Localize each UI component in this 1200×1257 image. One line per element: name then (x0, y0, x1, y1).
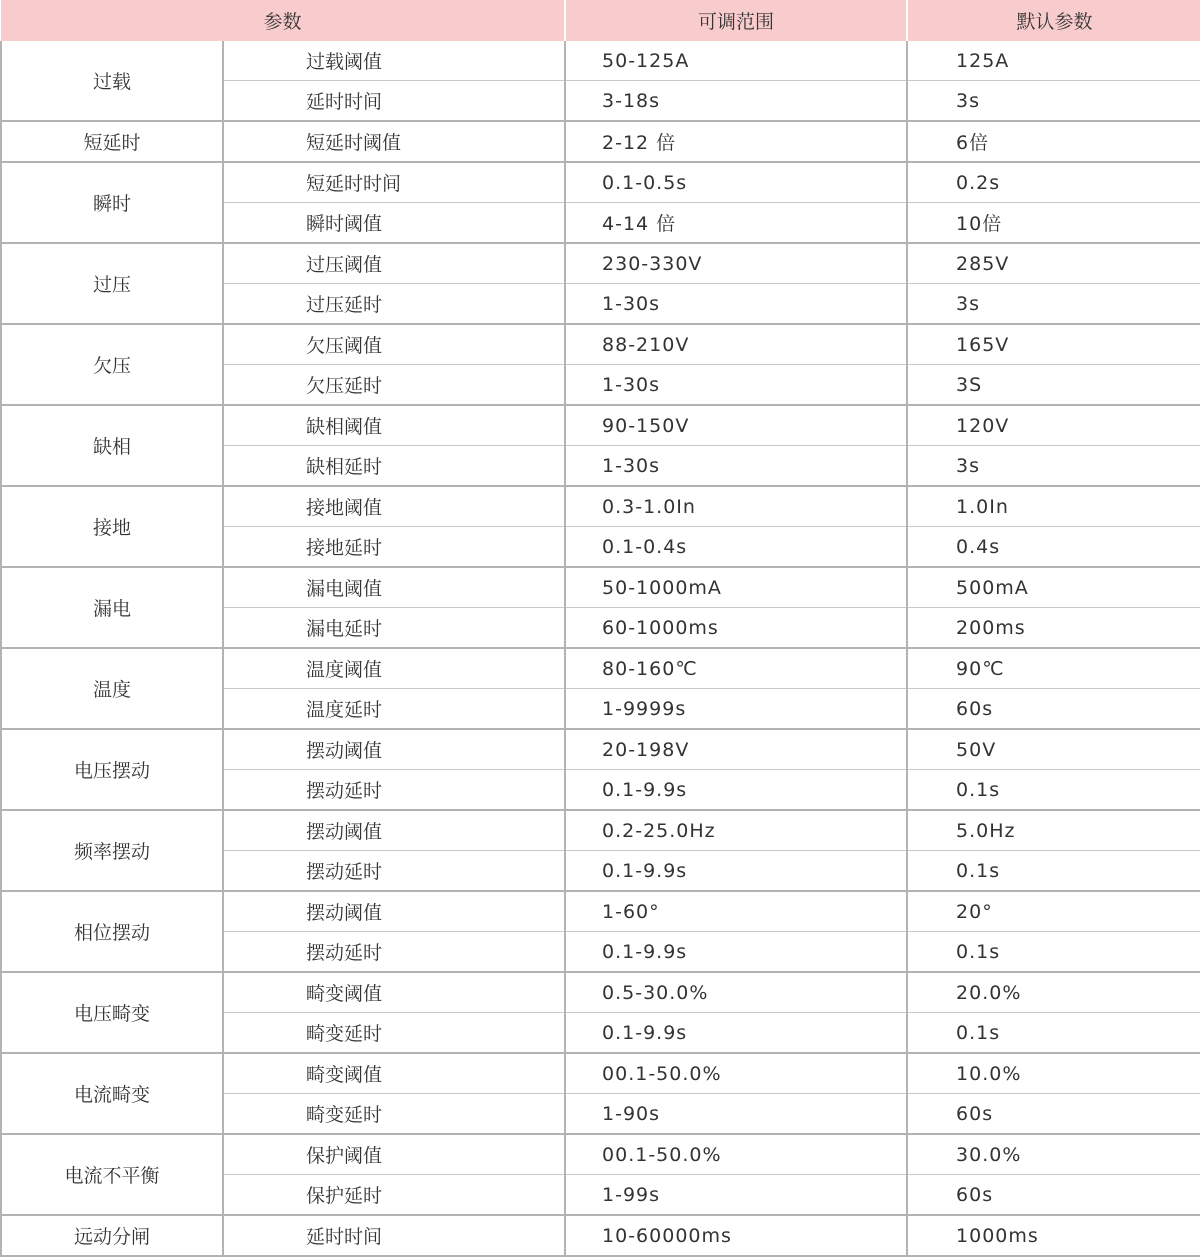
sub-param-cell: 漏电延时 (223, 608, 565, 649)
range-cell: 2-12 倍 (565, 121, 907, 162)
sub-param-cell: 温度阈值 (223, 648, 565, 689)
range-cell: 00.1-50.0% (565, 1134, 907, 1175)
sub-param-cell: 过压延时 (223, 284, 565, 325)
range-cell: 88-210V (565, 324, 907, 365)
category-cell: 远动分闸 (1, 1215, 223, 1256)
sub-param-cell: 保护延时 (223, 1175, 565, 1216)
table-row (1, 648, 1200, 689)
header-param: 参数 (1, 0, 565, 41)
header-range: 可调范围 (565, 0, 907, 41)
default-cell: 20.0% (907, 972, 1200, 1013)
default-cell: 20° (907, 891, 1200, 932)
sub-param-cell: 摆动延时 (223, 770, 565, 811)
category-cell: 电流畸变 (1, 1053, 223, 1134)
sub-param-cell: 畸变延时 (223, 1094, 565, 1135)
sub-param-cell: 保护阈值 (223, 1134, 565, 1175)
range-cell: 1-90s (565, 1094, 907, 1135)
default-cell: 1.0In (907, 486, 1200, 527)
range-cell: 0.1-9.9s (565, 1013, 907, 1054)
table-row (1, 486, 1200, 527)
table-row (1, 41, 1200, 81)
range-cell: 3-18s (565, 81, 907, 122)
default-cell: 60s (907, 1175, 1200, 1216)
range-cell: 1-30s (565, 446, 907, 487)
default-cell: 6倍 (907, 121, 1200, 162)
range-cell: 4-14 倍 (565, 203, 907, 244)
table-row (1, 324, 1200, 365)
default-cell: 60s (907, 689, 1200, 730)
table-row (1, 121, 1200, 162)
category-cell: 过压 (1, 243, 223, 324)
category-cell: 缺相 (1, 405, 223, 486)
table-row (1, 891, 1200, 932)
sub-param-cell: 漏电阈值 (223, 567, 565, 608)
category-cell: 短延时 (1, 121, 223, 162)
table-row (1, 972, 1200, 1013)
table-row (1, 405, 1200, 446)
default-cell: 0.2s (907, 162, 1200, 203)
sub-param-cell: 缺相阈值 (223, 405, 565, 446)
default-cell: 5.0Hz (907, 810, 1200, 851)
category-cell: 瞬时 (1, 162, 223, 243)
category-cell: 频率摆动 (1, 810, 223, 891)
range-cell: 50-1000mA (565, 567, 907, 608)
sub-param-cell: 畸变延时 (223, 1013, 565, 1054)
range-cell: 0.2-25.0Hz (565, 810, 907, 851)
default-cell: 3s (907, 446, 1200, 487)
default-cell: 30.0% (907, 1134, 1200, 1175)
range-cell: 00.1-50.0% (565, 1053, 907, 1094)
category-cell: 电流不平衡 (1, 1134, 223, 1215)
range-cell: 20-198V (565, 729, 907, 770)
range-cell: 1-9999s (565, 689, 907, 730)
range-cell: 0.1-0.5s (565, 162, 907, 203)
table-row (1, 567, 1200, 608)
sub-param-cell: 摆动延时 (223, 932, 565, 973)
range-cell: 80-160℃ (565, 648, 907, 689)
range-cell: 0.1-9.9s (565, 851, 907, 892)
default-cell: 0.1s (907, 932, 1200, 973)
sub-param-cell: 过压阈值 (223, 243, 565, 284)
table-row (1, 1053, 1200, 1094)
default-cell: 3s (907, 81, 1200, 122)
table-row (1, 810, 1200, 851)
category-cell: 接地 (1, 486, 223, 567)
table-header-row (1, 0, 1200, 41)
sub-param-cell: 摆动阈值 (223, 891, 565, 932)
sub-param-cell: 延时时间 (223, 1215, 565, 1256)
default-cell: 60s (907, 1094, 1200, 1135)
header-default: 默认参数 (907, 0, 1200, 41)
sub-param-cell: 过载阈值 (223, 41, 565, 81)
range-cell: 10-60000ms (565, 1215, 907, 1256)
default-cell: 10.0% (907, 1053, 1200, 1094)
table-row (1, 1215, 1200, 1256)
range-cell: 50-125A (565, 41, 907, 81)
default-cell: 50V (907, 729, 1200, 770)
category-cell: 欠压 (1, 324, 223, 405)
default-cell: 0.1s (907, 1013, 1200, 1054)
category-cell: 电压摆动 (1, 729, 223, 810)
category-cell: 过载 (1, 41, 223, 121)
table-row (1, 243, 1200, 284)
table-body (1, 41, 1200, 1256)
sub-param-cell: 瞬时阈值 (223, 203, 565, 244)
sub-param-cell: 摆动阈值 (223, 810, 565, 851)
sub-param-cell: 欠压延时 (223, 365, 565, 406)
range-cell: 0.1-9.9s (565, 770, 907, 811)
range-cell: 0.3-1.0In (565, 486, 907, 527)
category-cell: 漏电 (1, 567, 223, 648)
table-row (1, 162, 1200, 203)
range-cell: 60-1000ms (565, 608, 907, 649)
category-cell: 相位摆动 (1, 891, 223, 972)
sub-param-cell: 畸变阈值 (223, 972, 565, 1013)
sub-param-cell: 温度延时 (223, 689, 565, 730)
default-cell: 1000ms (907, 1215, 1200, 1256)
table-row (1, 1134, 1200, 1175)
range-cell: 1-30s (565, 365, 907, 406)
sub-param-cell: 畸变阈值 (223, 1053, 565, 1094)
sub-param-cell: 欠压阈值 (223, 324, 565, 365)
default-cell: 120V (907, 405, 1200, 446)
table-row (1, 729, 1200, 770)
sub-param-cell: 摆动阈值 (223, 729, 565, 770)
default-cell: 3s (907, 284, 1200, 325)
range-cell: 90-150V (565, 405, 907, 446)
default-cell: 90℃ (907, 648, 1200, 689)
default-cell: 285V (907, 243, 1200, 284)
range-cell: 1-99s (565, 1175, 907, 1216)
category-cell: 温度 (1, 648, 223, 729)
sub-param-cell: 接地延时 (223, 527, 565, 568)
range-cell: 0.1-9.9s (565, 932, 907, 973)
sub-param-cell: 摆动延时 (223, 851, 565, 892)
default-cell: 3S (907, 365, 1200, 406)
default-cell: 0.1s (907, 851, 1200, 892)
default-cell: 165V (907, 324, 1200, 365)
sub-param-cell: 短延时阈值 (223, 121, 565, 162)
default-cell: 500mA (907, 567, 1200, 608)
sub-param-cell: 延时时间 (223, 81, 565, 122)
default-cell: 0.4s (907, 527, 1200, 568)
range-cell: 1-30s (565, 284, 907, 325)
sub-param-cell: 短延时时间 (223, 162, 565, 203)
category-cell: 电压畸变 (1, 972, 223, 1053)
range-cell: 1-60° (565, 891, 907, 932)
default-cell: 200ms (907, 608, 1200, 649)
range-cell: 230-330V (565, 243, 907, 284)
range-cell: 0.5-30.0% (565, 972, 907, 1013)
sub-param-cell: 缺相延时 (223, 446, 565, 487)
default-cell: 10倍 (907, 203, 1200, 244)
sub-param-cell: 接地阈值 (223, 486, 565, 527)
range-cell: 0.1-0.4s (565, 527, 907, 568)
default-cell: 125A (907, 41, 1200, 81)
default-cell: 0.1s (907, 770, 1200, 811)
